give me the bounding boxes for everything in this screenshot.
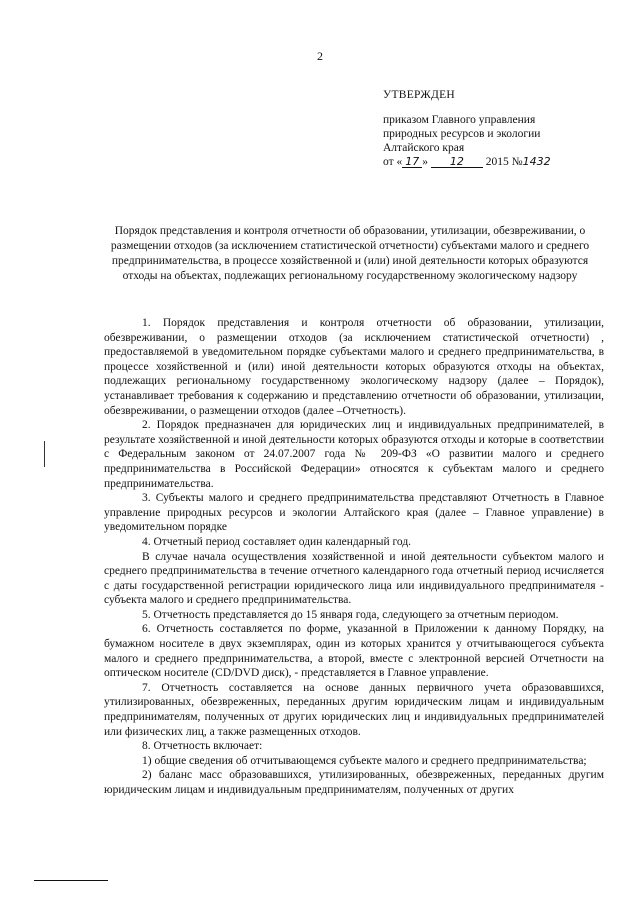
date-prefix: от « [383, 156, 403, 168]
approval-line-3: Алтайского края [383, 142, 465, 154]
paragraph: 1) общие сведения об отчитывающемся субъекте малого и среднего предпринимательства; [142, 754, 587, 767]
date-year: 2015 № [485, 156, 523, 168]
approval-line-1: приказом Главного управления [383, 114, 536, 126]
paragraph: 1. Порядок представления и контроля отчетности об образовании, утилизации, обезвреживании, о размещении отходов (за исключением статистической отчетности) , предоставляемой в уведомительном порядке субъектами малого и среднего предпринимательства, в процессе хозяйственной и (или) иной деятельности которых образуются отходы на объектах, подлежащих региональному государственному экологическому надзору (далее – Порядок), устанавливает требования к содержанию и представлению отчетности об образовании, утилизации, обезвреживании, о размещении отходов (далее –Отчетность). [104, 317, 604, 417]
paragraph: 2) баланс масс образовавшихся, утилизированных, обезвреженных, переданных другим юридическим лицам и индивидуальным предпринимателям, полученных от других [104, 769, 604, 796]
paragraph: 6. Отчетность составляется по форме, указанной в Приложении к данному Порядку, на бумажном носителе в двух экземплярах, один из которых хранится у отчитывающегося субъекта малого и среднего предпринимательства, а второй, вместе с электронной версией Отчетности на оптическом носителе (CD/DVD диск), - представляется в Главное управление. [104, 623, 604, 680]
paragraph: 3. Субъекты малого и среднего предпринимательства представляют Отчетность в Главное управление природных ресурсов и экологии Алтайского края (далее – Главное управление) в уведомительном порядке [104, 492, 604, 534]
approval-heading: УТВЕРЖДЕН [383, 89, 456, 101]
approval-date-line [383, 155, 593, 169]
document-title: Порядок представления и контроля отчетности об образовании, утилизации, обезвреживании, о размещении отходов (за исключением статистической отчетности) субъектами малого и среднего предпринимательства, в процессе хозяйственной и (или) иной деятельности которых образуются отходы на объектах, подлежащих региональному государственному экологическому надзору [110, 225, 590, 282]
handwritten-order-number: 1432 [522, 155, 551, 168]
paragraph: 4. Отчетный период составляет один календарный год. [142, 535, 412, 548]
approval-block [383, 88, 593, 169]
handwritten-day: 17 [402, 156, 422, 168]
paragraph: В случае начала осуществления хозяйственной и иной деятельности субъектом малого и среднего предпринимательства в течение отчетного календарного года отчетный период исчисляется с даты государственной регистрации юридического лица или индивидуального предпринимателя - субъекта малого и среднего предпринимательства. [104, 550, 604, 607]
footnote-rule [34, 880, 108, 881]
approval-line-2: природных ресурсов и экологии [383, 128, 541, 140]
date-mid: » [422, 156, 428, 168]
margin-mark [44, 441, 45, 467]
page-number: 2 [317, 49, 323, 63]
document-body [104, 316, 604, 798]
paragraph: 5. Отчетность представляется до 15 января года, следующего за отчетным периодом. [142, 608, 559, 621]
paragraph: 2. Порядок предназначен для юридических лиц и индивидуальных предпринимателей, в результате хозяйственной и иной деятельности которых образуются отходы и которые в соответствии с Федеральным законом от 24.07.2007 года № 209-ФЗ «О развитии малого и среднего предпринимательства в Российской Федерации» относятся к субъектам малого и среднего предпринимательства. [104, 419, 604, 490]
paragraph: 7. Отчетность составляется на основе данных первичного учета образовавшихся, утилизированных, обезвреженных, переданных другим юридическим лицам и индивидуальным предпринимателям, полученных от других юридических лиц и индивидуальных предпринимателей или физических лиц, а также размещенных отходов. [104, 681, 604, 738]
paragraph: 8. Отчетность включает: [142, 740, 263, 753]
handwritten-month: 12 [431, 156, 483, 168]
